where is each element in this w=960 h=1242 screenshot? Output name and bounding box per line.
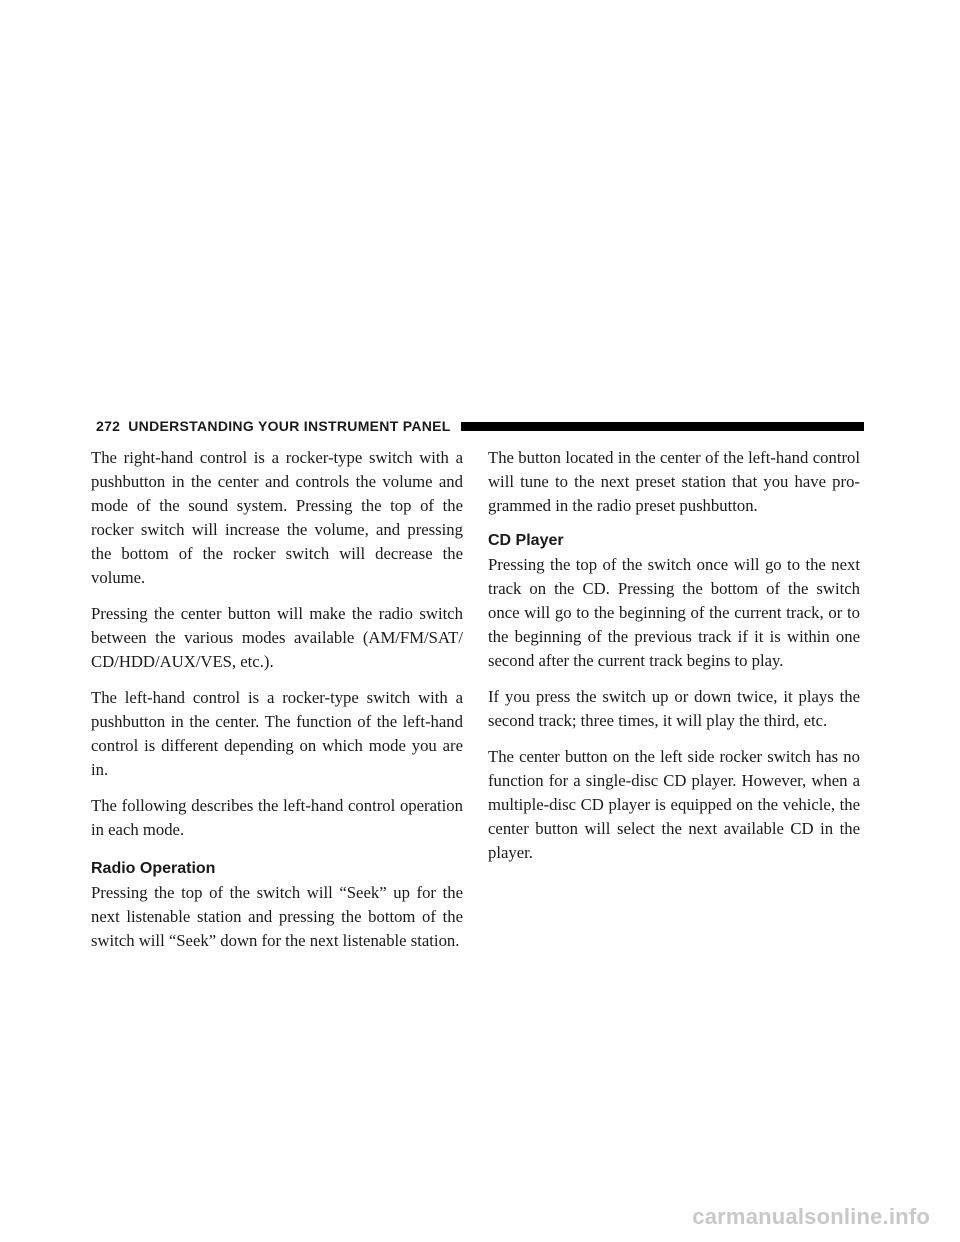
paragraph-left-hand-control: The left-hand control is a rocker-type switch with a pushbutton in the center. The function of the left-hand control is different depending on which mode you are in. [91,688,463,779]
right-column [488,446,860,877]
page-header [96,416,864,436]
section-title: UNDERSTANDING YOUR INSTRUMENT PANEL [128,418,451,434]
header-rule [461,422,864,431]
paragraph-preset-station: The button located in the center of the left-hand control will tune to the next preset station that you have pro- grammed in the radio preset pushbutton. [488,448,860,515]
paragraph-radio-seek: Pressing the top of the switch will “Seek” up for the next listenable station and pressing the bottom of the switch will “Seek” down for the next listenable station. [91,883,463,950]
heading-radio-operation: Radio Operation [91,860,216,877]
paragraph-right-hand-control: The right-hand control is a rocker-type switch with a pushbutton in the center and controls the volume and mode of the sound system. Pressing the top of the rocker switch will increase the volume, and pressing the bottom of the rocker switch will decrease the volume. [91,448,463,587]
page-number: 272 [96,418,121,434]
left-column [91,446,463,965]
paragraph-cd-center-button: The center button on the left side rocker switch has no function for a single-disc CD player. However, when a multiple-disc CD player is equipped on the vehicle, the center button will select the next available CD in the player. [488,747,860,862]
paragraph-cd-track: Pressing the top of the switch once will go to the next track on the CD. Pressing the bottom of the switch once will go to the beginning of the current track, or to the beginning of the previous track if it is within one second after the current track begins to play. [488,555,860,670]
paragraph-following-describes: The following describes the left-hand control operation in each mode. [91,796,463,839]
watermark: carmanualsonline.info [692,1204,930,1229]
paragraph-cd-twice: If you press the switch up or down twice, it plays the second track; three times, it will play the third, etc. [488,687,860,730]
paragraph-center-button-modes: Pressing the center button will make the radio switch between the various modes available (AM/FM/SAT/ CD/HDD/AUX/VES, etc.). [91,604,463,671]
heading-cd-player: CD Player [488,532,564,549]
